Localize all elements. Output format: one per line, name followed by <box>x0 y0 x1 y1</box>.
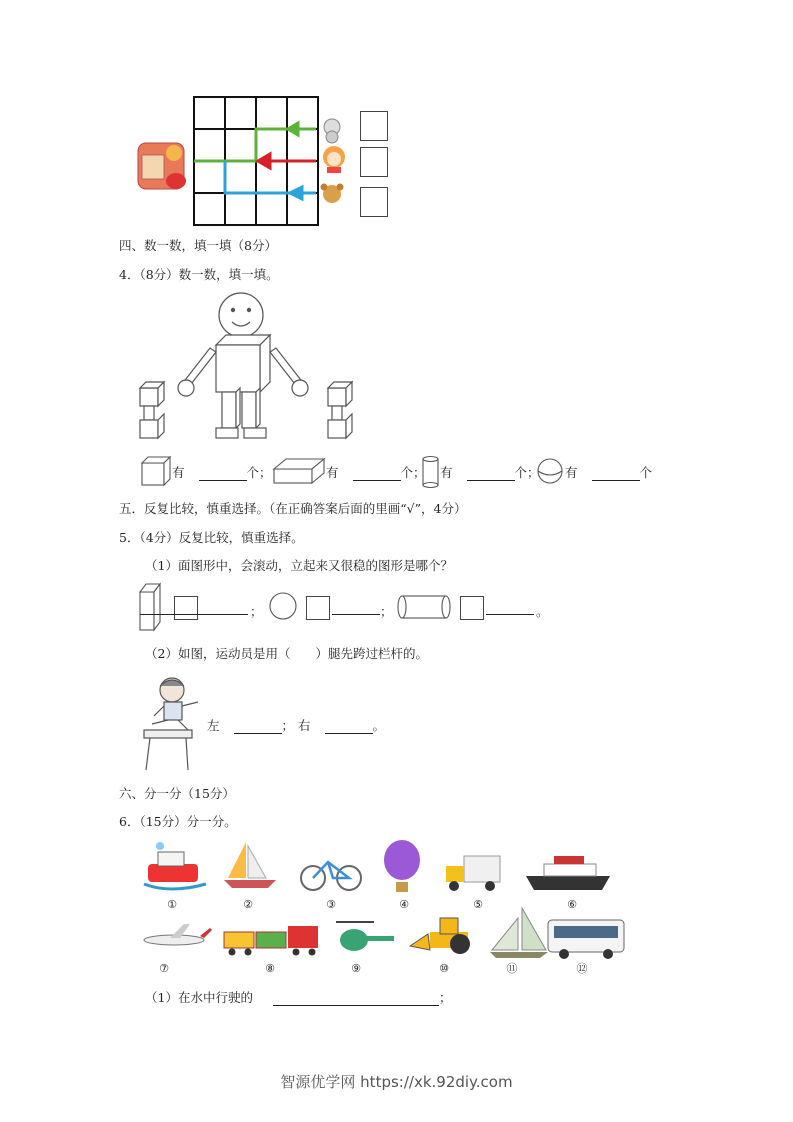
section6-sub1-end: ； <box>438 990 452 1005</box>
fill-prefix-4: 有 <box>565 465 578 480</box>
shape-choice-row <box>136 582 556 632</box>
hurdle-answer-row <box>207 716 385 734</box>
ball-icon <box>270 593 296 619</box>
fill-suffix-1: 个； <box>246 465 272 480</box>
label-7: ⑦ <box>159 962 169 975</box>
hurdle-sep: ； <box>281 718 295 733</box>
label-5: ⑤ <box>473 898 483 911</box>
hurdler-figure <box>136 672 208 774</box>
answer-box-3[interactable] <box>360 187 388 217</box>
vehicles-figure <box>140 838 632 976</box>
section4-question: 4．（8分）数一数，填一填。 <box>119 267 279 282</box>
cuboid-icon <box>274 459 324 483</box>
right-label: 右 <box>298 718 311 733</box>
sphere-icon <box>538 459 562 483</box>
label-12: ⑫ <box>576 962 588 975</box>
section5-sub1: （1）面图形中，会滚动，立起来又很稳的图形是哪个？ <box>145 558 453 573</box>
bicycle-icon <box>301 862 361 890</box>
ship-icon <box>144 842 206 889</box>
section4-heading: 四、数一数，填一填（8分） <box>119 238 277 253</box>
section6-sub1-row <box>145 988 451 1006</box>
choice-box-3[interactable] <box>460 596 484 620</box>
cat-icon <box>324 119 340 143</box>
cruise-ship-icon <box>526 856 610 890</box>
answer-box-1[interactable] <box>360 111 388 141</box>
blank-cube[interactable] <box>199 468 247 481</box>
fill-suffix-3: 个； <box>514 465 540 480</box>
robot-figure <box>138 290 352 440</box>
left-label: 左 <box>207 718 220 733</box>
vehicles-svg <box>140 838 632 976</box>
truck-icon <box>446 856 500 891</box>
choice-blank-1[interactable] <box>140 602 248 615</box>
bear-icon <box>321 184 344 204</box>
blank-cuboid[interactable] <box>353 468 401 481</box>
answer-box-2[interactable] <box>360 147 388 177</box>
blank-cylinder[interactable] <box>467 468 515 481</box>
girl-icon <box>323 146 345 173</box>
choice-blank-3[interactable] <box>486 602 534 615</box>
section5-heading: 五．反复比较，慎重选择。（在正确答案后面的里画“√”，4分） <box>119 501 467 516</box>
label-1: ① <box>167 898 177 911</box>
airplane-icon <box>144 924 212 945</box>
hurdle-end: 。 <box>372 718 386 733</box>
fill-suffix-2: 个； <box>400 465 426 480</box>
left-blank[interactable] <box>234 721 282 734</box>
water-vehicles-blank[interactable] <box>273 993 439 1006</box>
train-icon <box>224 926 318 956</box>
fill-prefix-2: 有 <box>326 465 339 480</box>
section6-sub1: （1）在水中行驶的 <box>145 990 253 1005</box>
sailing-ship-icon <box>490 908 548 958</box>
choice-blank-2[interactable] <box>332 602 380 615</box>
maze-grid-svg <box>136 95 396 227</box>
helicopter-icon <box>336 922 394 951</box>
page-footer: 智源优学网 https://xk.92diy.com <box>280 1073 513 1091</box>
section6-heading: 六、分一分（15分） <box>119 786 235 801</box>
bus-icon <box>548 920 624 959</box>
label-6: ⑥ <box>567 898 577 911</box>
hot-air-balloon-icon <box>384 840 420 892</box>
fill-prefix-1: 有 <box>172 465 185 480</box>
choice-box-2[interactable] <box>306 596 330 620</box>
choice-sep-2: ； <box>380 604 393 619</box>
label-4: ④ <box>399 898 409 911</box>
gift-bag-icon <box>138 143 186 189</box>
label-11: ⑪ <box>506 962 518 975</box>
blank-sphere[interactable] <box>592 468 640 481</box>
right-blank[interactable] <box>325 721 373 734</box>
robot-svg <box>138 290 352 440</box>
cube-icon <box>142 457 170 485</box>
choice-sep-3: 。 <box>536 604 549 619</box>
hurdler-svg <box>136 672 208 774</box>
shape-count-row <box>140 455 660 487</box>
label-8: ⑧ <box>265 962 275 975</box>
section5-sub2: （2）如图，运动员是用（ ）腿先跨过栏杆的。 <box>145 646 428 661</box>
section6-question: 6．（15分）分一分。 <box>119 814 237 829</box>
label-9: ⑨ <box>351 962 361 975</box>
fill-suffix-4: 个 <box>639 465 653 480</box>
label-2: ② <box>243 898 253 911</box>
lying-cylinder-icon <box>398 596 450 618</box>
label-3: ③ <box>326 898 336 911</box>
sailboat-icon <box>224 842 276 888</box>
choice-sep-1: ； <box>250 604 263 619</box>
maze-figure <box>136 95 396 227</box>
bulldozer-icon <box>410 918 470 954</box>
label-10: ⑩ <box>439 962 449 975</box>
fill-prefix-3: 有 <box>440 465 453 480</box>
section5-question: 5．（4分）反复比较，慎重选择。 <box>119 530 304 545</box>
